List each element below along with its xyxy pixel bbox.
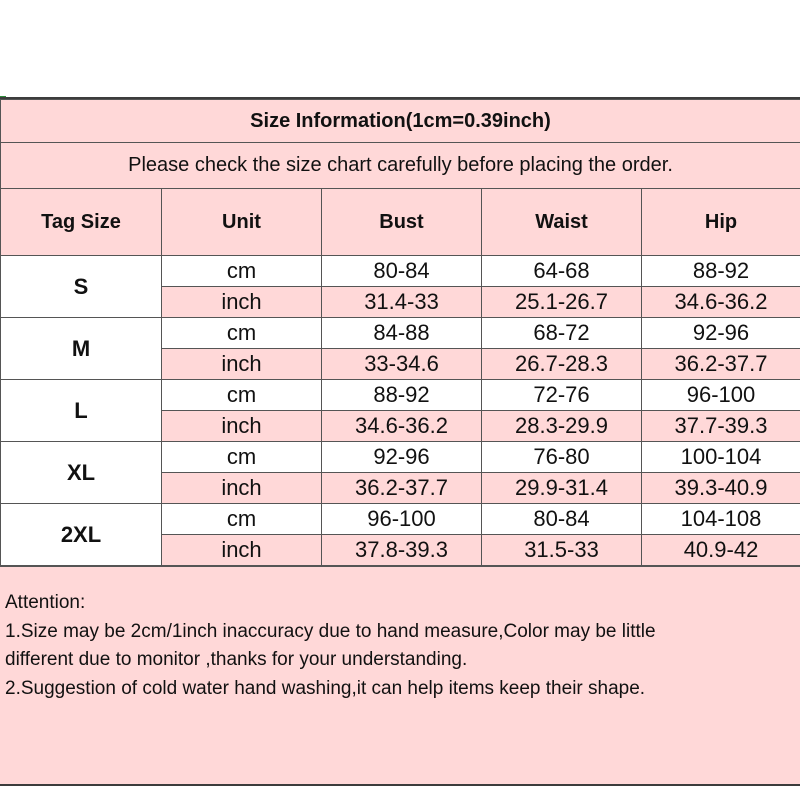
unit-cell: inch	[162, 287, 322, 318]
size-chart	[0, 97, 800, 786]
tag-size-cell: 2XL	[1, 504, 162, 566]
hip-cell: 37.7-39.3	[642, 411, 800, 442]
unit-cell: cm	[162, 256, 322, 287]
unit-cell: cm	[162, 504, 322, 535]
waist-cell: 26.7-28.3	[482, 349, 642, 380]
unit-cell: inch	[162, 411, 322, 442]
attention-line: 1.Size may be 2cm/1inch inaccuracy due to hand measure,Color may be little	[5, 620, 656, 642]
tag-size-cell: L	[1, 380, 162, 442]
bust-cell: 92-96	[322, 442, 482, 473]
tag-size-cell: M	[1, 318, 162, 380]
waist-cell: 68-72	[482, 318, 642, 349]
tag-size-cell: S	[1, 256, 162, 318]
bust-cell: 34.6-36.2	[322, 411, 482, 442]
unit-cell: inch	[162, 535, 322, 566]
attention-heading: Attention:	[5, 592, 86, 613]
waist-cell: 64-68	[482, 256, 642, 287]
unit-cell: cm	[162, 380, 322, 411]
waist-cell: 80-84	[482, 504, 642, 535]
table-row	[1, 318, 800, 349]
bust-cell: 84-88	[322, 318, 482, 349]
hip-cell: 36.2-37.7	[642, 349, 800, 380]
header-tag-size: Tag Size	[1, 189, 162, 256]
header-bust: Bust	[322, 189, 482, 256]
bust-cell: 80-84	[322, 256, 482, 287]
chart-title: Size Information(1cm=0.39inch)	[1, 100, 800, 143]
chart-note: Please check the size chart carefully before placing the order.	[1, 143, 800, 189]
header-unit: Unit	[162, 189, 322, 256]
bust-cell: 96-100	[322, 504, 482, 535]
hip-cell: 40.9-42	[642, 535, 800, 566]
bust-cell: 37.8-39.3	[322, 535, 482, 566]
waist-cell: 72-76	[482, 380, 642, 411]
waist-cell: 25.1-26.7	[482, 287, 642, 318]
bust-cell: 88-92	[322, 380, 482, 411]
header-hip: Hip	[642, 189, 800, 256]
waist-cell: 28.3-29.9	[482, 411, 642, 442]
header-waist: Waist	[482, 189, 642, 256]
hip-cell: 92-96	[642, 318, 800, 349]
unit-cell: cm	[162, 318, 322, 349]
hip-cell: 39.3-40.9	[642, 473, 800, 504]
attention-line: 2.Suggestion of cold water hand washing,it can help items keep their shape.	[5, 677, 646, 699]
unit-cell: inch	[162, 349, 322, 380]
size-table	[0, 99, 800, 566]
hip-cell: 104-108	[642, 504, 800, 535]
unit-cell: inch	[162, 473, 322, 504]
bust-cell: 33-34.6	[322, 349, 482, 380]
hip-cell: 88-92	[642, 256, 800, 287]
header-row	[1, 189, 800, 256]
waist-cell: 76-80	[482, 442, 642, 473]
unit-cell: cm	[162, 442, 322, 473]
attention-line: different due to monitor ,thanks for your understanding.	[5, 649, 468, 670]
table-row	[1, 380, 800, 411]
hip-cell: 96-100	[642, 380, 800, 411]
tag-size-cell: XL	[1, 442, 162, 504]
table-row	[1, 442, 800, 473]
bust-cell: 36.2-37.7	[322, 473, 482, 504]
waist-cell: 31.5-33	[482, 535, 642, 566]
hip-cell: 34.6-36.2	[642, 287, 800, 318]
table-row	[1, 256, 800, 287]
hip-cell: 100-104	[642, 442, 800, 473]
attention-box	[0, 566, 800, 784]
bust-cell: 31.4-33	[322, 287, 482, 318]
table-row	[1, 504, 800, 535]
waist-cell: 29.9-31.4	[482, 473, 642, 504]
